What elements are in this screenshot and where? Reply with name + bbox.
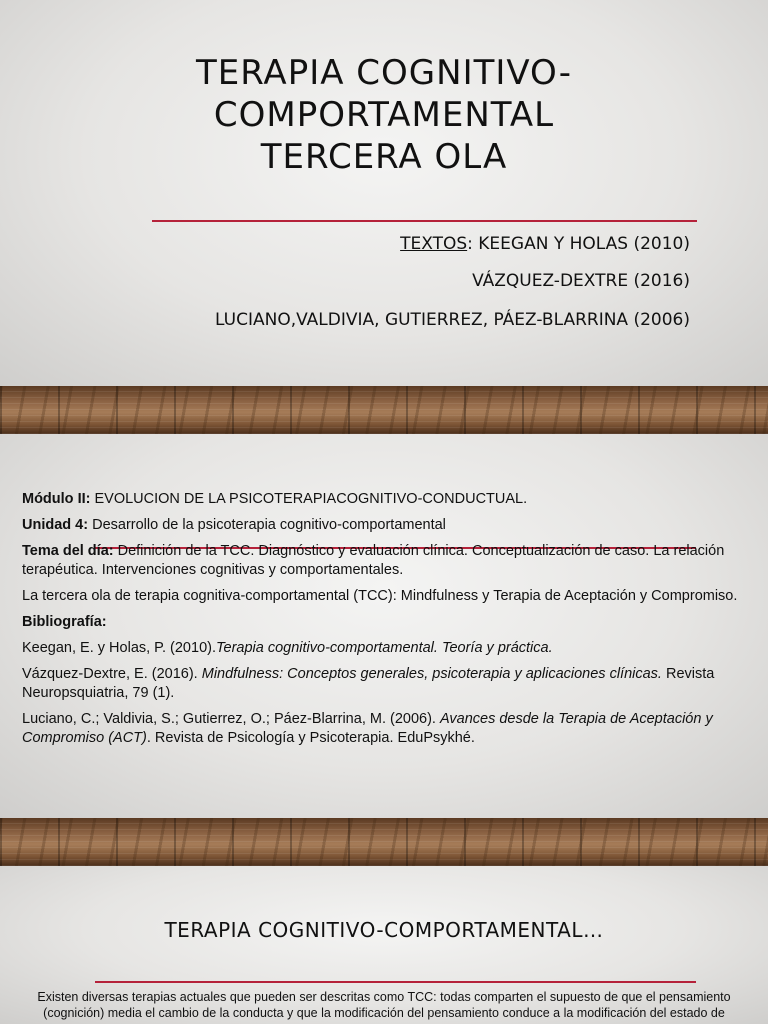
reference-pre: Vázquez-Dextre, E. (2016). <box>22 666 202 682</box>
slide-1 <box>0 0 768 386</box>
tema-text: Definición de la TCC. Diagnóstico y evaluación clínica. Conceptualización de caso. La relación terapéutica. Intervenciones cognitivas y comportamentales. <box>22 543 725 578</box>
slide-3-title: TERAPIA COGNITIVO-COMPORTAMENTAL… <box>164 918 604 942</box>
tema-label: Tema del día: <box>22 543 114 559</box>
modulo-line <box>22 490 744 509</box>
texts-line-3: LUCIANO,VALDIVIA, GUTIERREZ, PÁEZ-BLARRINA (2006) <box>215 310 690 330</box>
reference-item <box>22 710 744 748</box>
modulo-label: Módulo II: <box>22 491 91 507</box>
reference-item <box>22 665 744 703</box>
wood-floor-2 <box>0 818 768 866</box>
reference-pre: Keegan, E. y Holas, P. (2010). <box>22 640 216 656</box>
tercera-ola-line: La tercera ola de terapia cognitiva-comportamental (TCC): Mindfulness y Terapia de Aceptación y Compromiso. <box>22 588 738 604</box>
reference-post: Revista Neuropsquiatria, 79 (1). <box>22 666 715 701</box>
reference-item <box>22 639 744 658</box>
wood-floor-1 <box>0 386 768 434</box>
title-divider <box>152 220 697 222</box>
reference-title: Terapia cognitivo-comportamental. Teoría y práctica. <box>216 640 553 656</box>
reference-title: Avances desde la Terapia de Aceptación y Compromiso (ACT) <box>22 711 713 746</box>
slide-3-text: Existen diversas terapias actuales que pueden ser descritas como TCC: todas comparten el supuesto de que el pensamiento (cognición) media el cambio de la conducta y que la modificación del pensamiento conduce a la modificación del estado de <box>37 990 731 1020</box>
reference-post: . Revista de Psicología y Psicoterapia. EduPsykhé. <box>146 730 475 746</box>
title-line-1: TERAPIA COGNITIVO- <box>195 53 573 93</box>
bibliografia-heading <box>22 613 744 632</box>
unidad-text: Desarrollo de la psicoterapia cognitivo-comportamental <box>88 517 446 533</box>
slide-3-divider <box>95 981 696 983</box>
slide-1-title <box>60 52 708 178</box>
texts-line-1 <box>400 234 690 254</box>
title-line-2: COMPORTAMENTAL <box>213 95 555 135</box>
texts-first: : KEEGAN Y HOLAS (2010) <box>467 234 690 254</box>
title-line-3: TERCERA OLA <box>260 137 508 177</box>
texts-line-2: VÁZQUEZ-DEXTRE (2016) <box>472 271 690 291</box>
reference-title: Mindfulness: Conceptos generales, psicoterapia y aplicaciones clínicas. <box>201 666 662 682</box>
unidad-line <box>22 516 744 535</box>
unidad-label: Unidad 4: <box>22 517 89 533</box>
slide-2-body <box>22 490 744 755</box>
tema-line <box>22 542 744 580</box>
modulo-text: EVOLUCION DE LA PSICOTERAPIACOGNITIVO-CONDUCTUAL. <box>90 491 528 507</box>
texts-label: TEXTOS <box>400 234 468 254</box>
reference-pre: Luciano, C.; Valdivia, S.; Gutierrez, O.; Páez-Blarrina, M. (2006). <box>22 711 440 727</box>
bibliografia-label: Bibliografía: <box>22 614 107 630</box>
